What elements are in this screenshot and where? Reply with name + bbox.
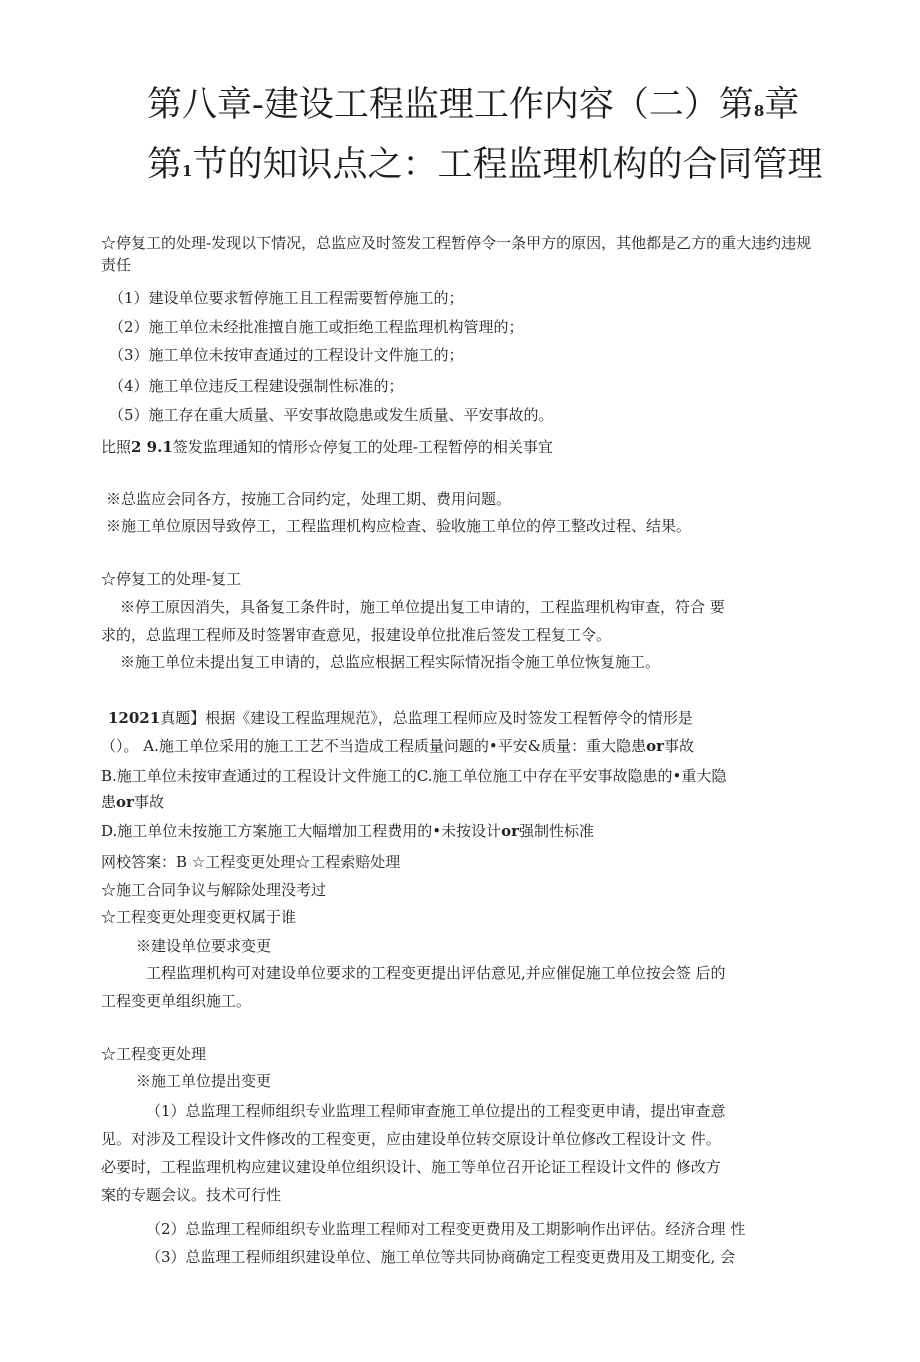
note-line: ※施工单位原因导致停工，工程监理机构应检查、验收施工单位的停工整改过程、结果。 — [106, 517, 692, 535]
compare-line: 比照2 9.1签发监理通知的情形☆停复工的处理-工程暂停的相关事宜 — [101, 438, 553, 456]
suspension-heading: ☆停复工的处理-发现以下情况，总监应及时签发工程暂停令一条甲方的原因，其他都是乙方的重大违约违规责任 — [101, 234, 812, 274]
note-line: ※总监应会同各方，按施工合同约定，处理工期、费用问题。 — [106, 490, 512, 508]
contract-line: ☆施工合同争议与解除处理没考过 — [101, 881, 327, 899]
resume-heading: ☆停复工的处理-复工 — [101, 570, 242, 588]
change-owner-line: ☆工程变更处理变更权属于谁 — [101, 908, 297, 926]
change-text: 见。对涉及工程设计文件修改的工程变更，应由建设单位转交原设计单位修改工程设计文 件。 — [101, 1130, 721, 1148]
change-heading: ☆工程变更处理 — [101, 1045, 207, 1063]
answer-line: 网校答案：B ☆工程变更处理☆工程索赔处理 — [101, 853, 401, 871]
exam-option: （）。 A.施工单位采用的施工工艺不当造成工程质量问题的•平安&质量：重大隐患or事故 — [101, 737, 695, 755]
owner-change-text: 工程监理机构可对建设单位要求的工程变更提出评估意见,并应催促施工单位按会签 后的 — [146, 964, 726, 982]
exam-question: 12021真题】根据《建设工程监理规范》，总监理工程师应及时签发工程暂停令的情形是 — [108, 709, 693, 727]
resume-line: ※施工单位未提出复工申请的，总监应根据工程实际情况指令施工单位恢复施工。 — [120, 653, 661, 671]
exam-option: B.施工单位未按审查通过的工程设计文件施工的C.施工单位施工中存在平安事故隐患的•重大隐 — [101, 767, 727, 785]
resume-line: 求的，总监理工程师及时签署审查意见，报建设单位批准后签发工程复工令。 — [101, 626, 612, 644]
page-title: 第八章-建设工程监理工作内容（二）第8章第1节的知识点之：工程监理机构的合同管理 — [147, 85, 823, 185]
resume-line: ※停工原因消失，具备复工条件时，施工单位提出复工申请的，工程监理机构审查，符合 要 — [120, 598, 725, 616]
change-text: 案的专题会议。技术可行性 — [101, 1186, 282, 1204]
change-text: 必要时，工程监理机构应建议建设单位组织设计、施工等单位召开论证工程设计文件的 修改方 — [101, 1158, 721, 1176]
list-item: （2）施工单位未经批准擅自施工或拒绝工程监理机构管理的； — [109, 318, 524, 336]
list-item: （4）施工单位违反工程建设强制性标准的； — [109, 377, 404, 395]
change-text: （3）总监理工程师组织建设单位、施工单位等共同协商确定工程变更费用及工期变化, 会 — [146, 1248, 736, 1266]
change-text: （2）总监理工程师组织专业监理工程师对工程变更费用及工期影响作出评估。经济合理 性 — [146, 1220, 746, 1238]
contractor-change-sub: ※施工单位提出变更 — [136, 1072, 272, 1090]
owner-change-sub: ※建设单位要求变更 — [136, 937, 272, 955]
owner-change-text: 工程变更单组织施工。 — [101, 992, 252, 1010]
list-item: （5）施工存在重大质量、平安事故隐患或发生质量、平安事故的。 — [109, 406, 554, 424]
list-item: （1）建设单位要求暂停施工且工程需要暂停施工的； — [109, 289, 464, 307]
exam-option: D.施工单位未按施工方案施工大幅增加工程费用的•未按设计or强制性标准 — [101, 822, 595, 840]
change-text: （1）总监理工程师组织专业监理工程师审查施工单位提出的工程变更申请，提出审查意 — [146, 1102, 726, 1120]
list-item: （3）施工单位未按审查通过的工程设计文件施工的； — [109, 346, 464, 364]
exam-option: 患or事故 — [101, 793, 164, 811]
